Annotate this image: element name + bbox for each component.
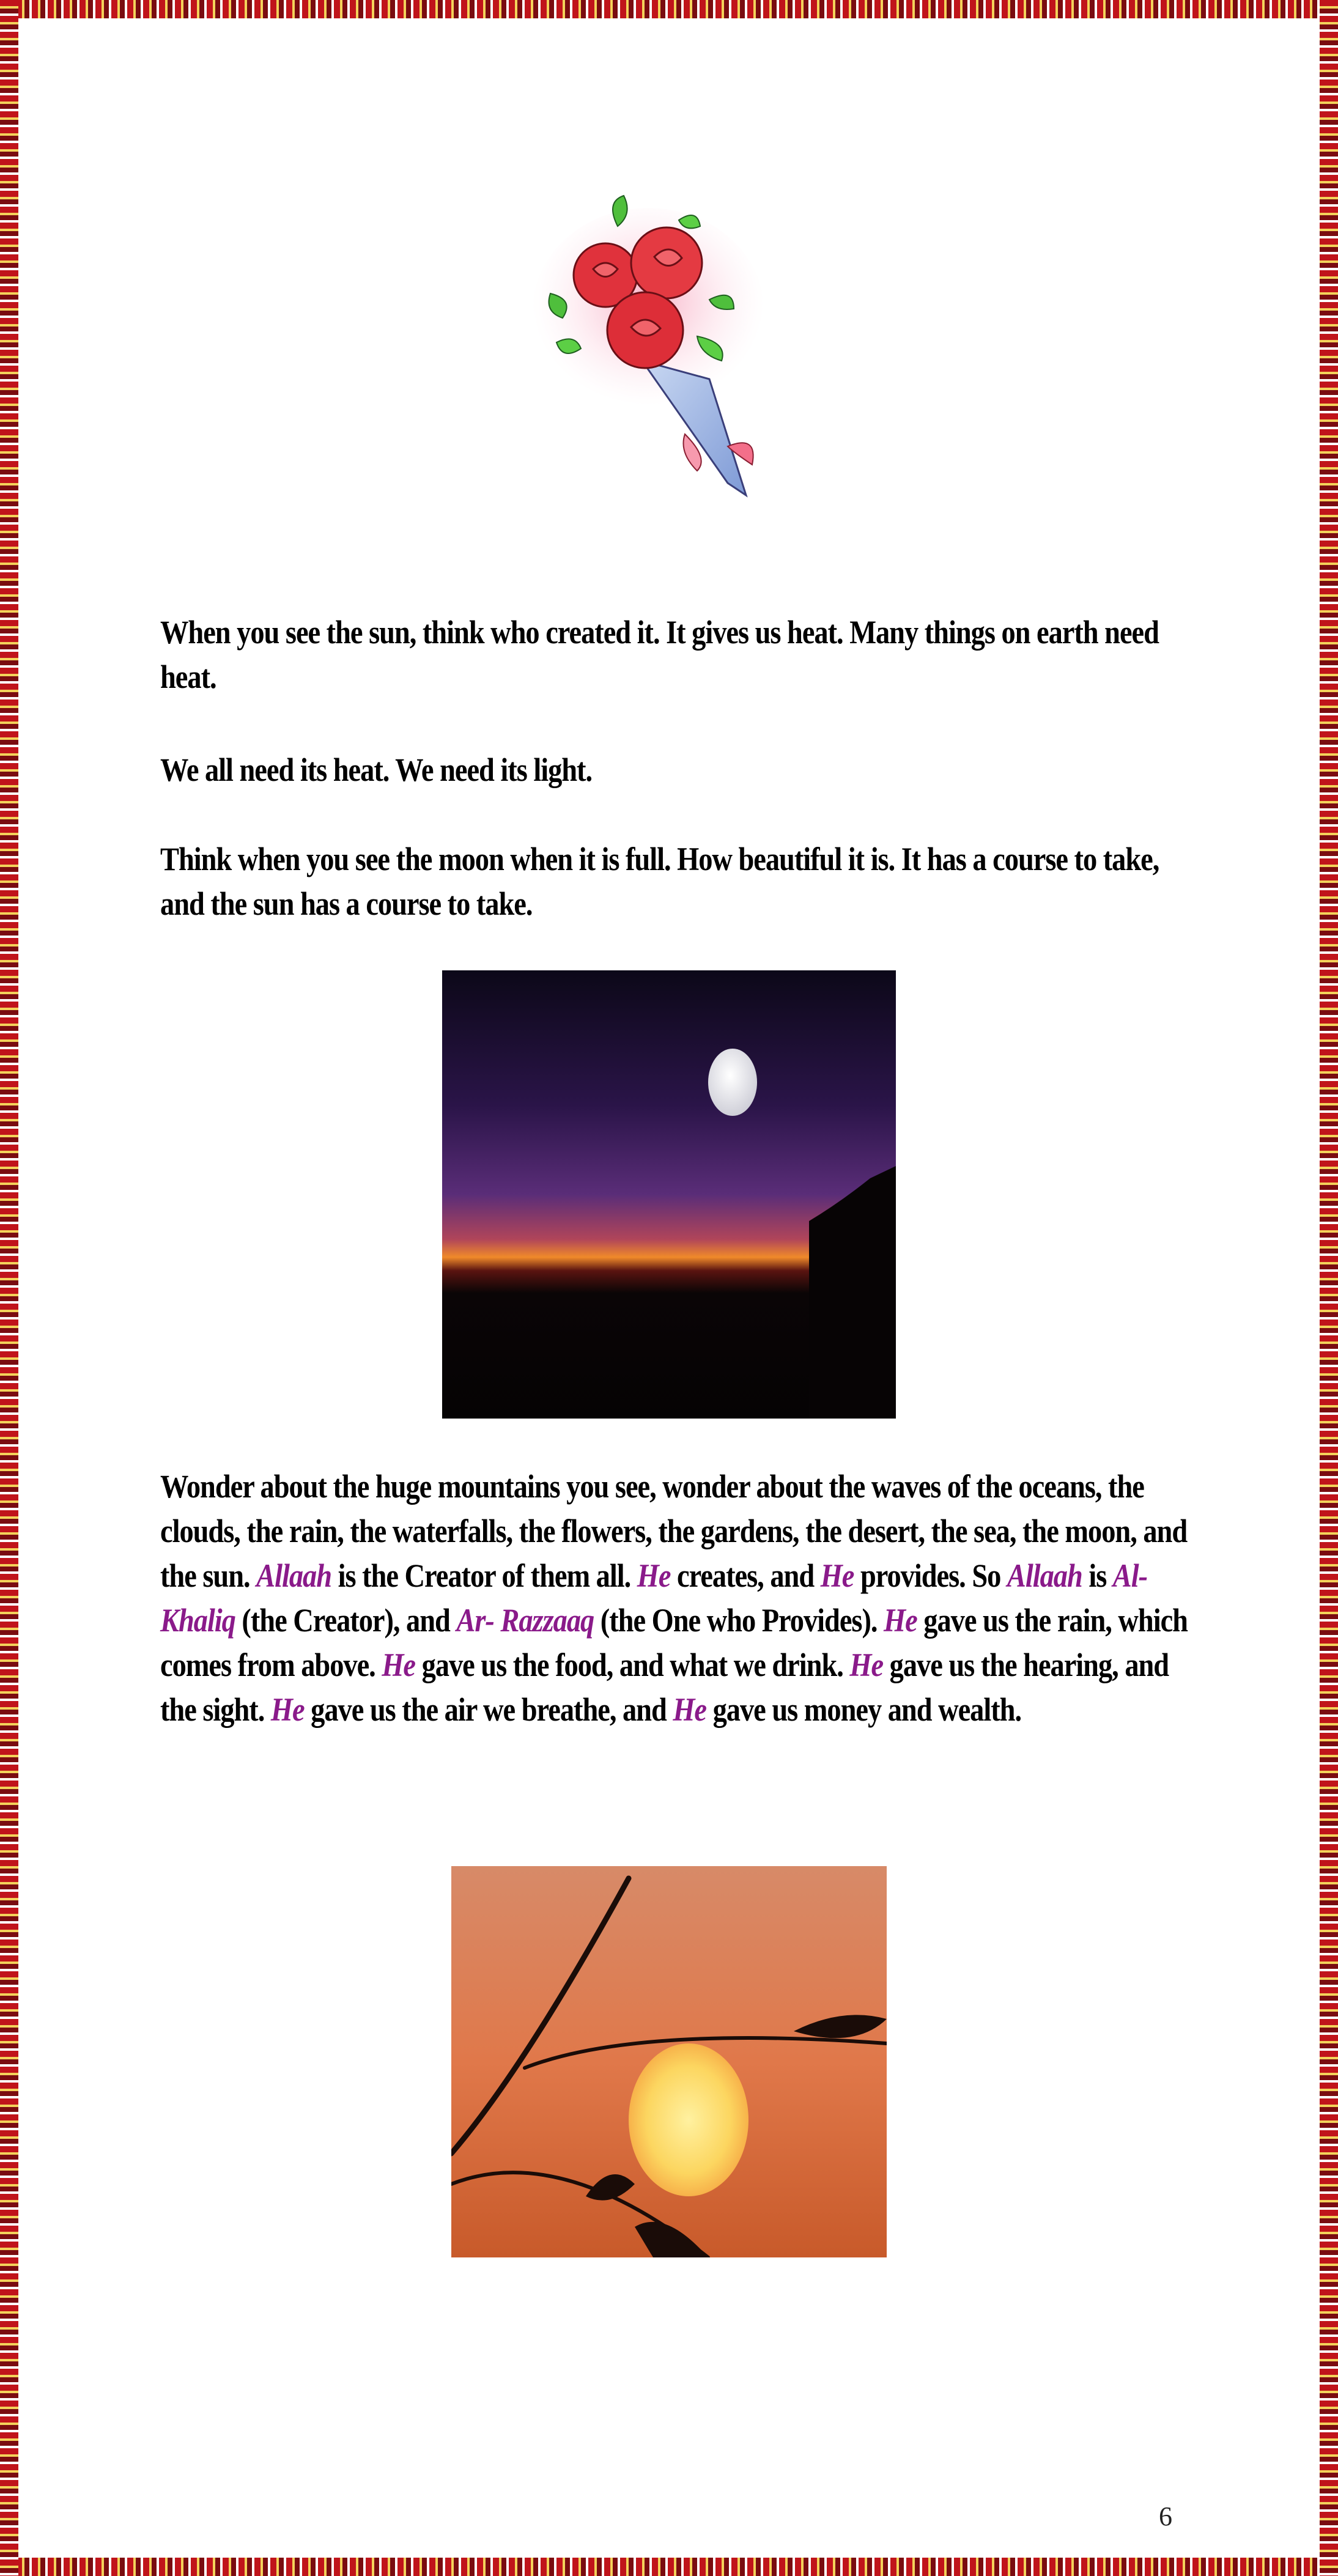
decorative-border-left xyxy=(0,0,18,2576)
paragraph-sun: When you see the sun, think who created it. It gives us heat. Many things on earth need heat. xyxy=(160,614,1159,695)
rose-bouquet-illustration xyxy=(526,177,795,507)
highlight-he: He xyxy=(270,1691,305,1728)
highlight-he: He xyxy=(637,1557,671,1594)
sun-branch-photo xyxy=(451,1866,887,2257)
paragraph-moon: Think when you see the moon when it is full. How beautiful it is. It has a course to take, and the sun has a course to take. xyxy=(160,841,1159,922)
decorative-border-top xyxy=(0,0,1338,18)
highlight-he: He xyxy=(820,1557,854,1594)
page-number: 6 xyxy=(1159,2501,1172,2531)
highlight-al-khaliq: Al-Khaliq xyxy=(160,1557,1148,1639)
highlight-he: He xyxy=(382,1647,415,1683)
decorative-border-bottom xyxy=(0,2558,1338,2576)
highlight-ar-razzaaq: Ar- Razzaaq xyxy=(456,1602,594,1639)
highlight-he: He xyxy=(849,1647,884,1683)
highlight-allaah: Allaah xyxy=(1007,1557,1082,1594)
paragraph-creation: Wonder about the huge mountains you see, wonder about the waves of the oceans, the clouds, the rain, the waterfalls, the flowers, the gardens, the desert, the sea, the moon, and the sun. Allaah is the Creator of them all. He creates, and He provides. So Allaah is Al-Khaliq (the Creator), and Ar- Razzaaq (the One who Provides). He gave us the rain, which comes from above. He gave us the food, and what we drink. He gave us the hearing, and the sight. He gave us the air we breathe, and He gave us money and wealth. xyxy=(160,1468,1188,1728)
decorative-border-right xyxy=(1320,0,1338,2576)
highlight-allaah: Allaah xyxy=(256,1557,332,1594)
highlight-he: He xyxy=(884,1602,917,1639)
moon-sunset-photo xyxy=(442,970,896,1419)
paragraph-heat-light: We all need its heat. We need its light. xyxy=(160,751,593,788)
highlight-he: He xyxy=(673,1691,707,1728)
